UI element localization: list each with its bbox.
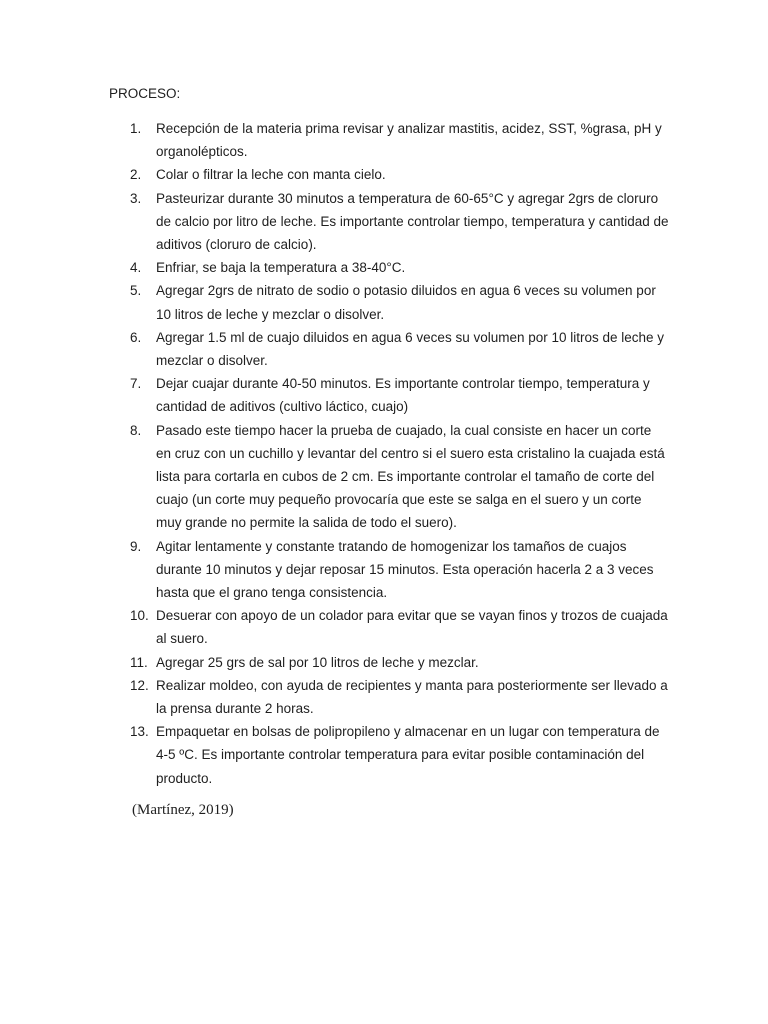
step-item-4	[109, 256, 669, 279]
step-item-12	[109, 674, 669, 720]
step-number: 7.	[130, 376, 142, 392]
step-text: Pasteurizar durante 30 minutos a temperatura de 60-65°C y agregar 2grs de cloruro de calcio por litro de leche. Es importante controlar tiempo, temperatura y cantidad de aditivos (cloruro de calcio).	[156, 190, 669, 253]
step-number: 5.	[130, 283, 142, 299]
step-text: Dejar cuajar durante 40-50 minutos. Es importante controlar tiempo, temperatura y cantidad de aditivos (cultivo láctico, cuajo)	[156, 376, 650, 415]
step-text: Agitar lentamente y constante tratando de homogenizar los tamaños de cuajos durante 10 minutos y dejar reposar 15 minutos. Esta operación hacerla 2 a 3 veces hasta que el grano tenga consistencia.	[156, 538, 654, 601]
step-number: 12.	[130, 677, 149, 693]
step-number: 11.	[130, 654, 148, 670]
step-number: 4.	[130, 260, 142, 276]
step-number: 8.	[130, 422, 142, 438]
section-heading: PROCESO:	[109, 86, 181, 101]
step-text: Empaquetar en bolsas de polipropileno y almacenar en un lugar con temperatura de 4-5 ºC. Es importante controlar temperatura para evitar posible contaminación del producto.	[156, 724, 660, 786]
step-item-2	[109, 163, 669, 186]
step-item-13	[109, 720, 669, 790]
step-text: Agregar 2grs de nitrato de sodio o potasio diluidos en agua 6 veces su volumen por 10 litros de leche y mezclar o disolver.	[156, 283, 656, 322]
step-text: Realizar moldeo, con ayuda de recipientes y manta para posteriormente ser llevado a la prensa durante 2 horas.	[156, 677, 668, 717]
citation: (Martínez, 2019)	[132, 802, 234, 818]
step-number: 9.	[130, 538, 142, 554]
step-item-6	[109, 326, 669, 372]
step-item-8	[109, 419, 669, 535]
step-text: Agregar 1.5 ml de cuajo diluidos en agua 6 veces su volumen por 10 litros de leche y mezclar o disolver.	[156, 329, 665, 369]
step-number: 6.	[130, 329, 142, 345]
step-text: Colar o filtrar la leche con manta cielo.	[156, 167, 386, 183]
step-number: 10.	[130, 608, 149, 624]
step-item-11	[109, 651, 669, 674]
step-number: 1.	[130, 121, 142, 136]
step-item-7	[109, 372, 669, 418]
step-text: Enfriar, se baja la temperatura a 38-40°C.	[156, 260, 406, 276]
step-item-1	[109, 117, 669, 163]
step-number: 13.	[130, 724, 149, 740]
step-text: Agregar 25 grs de sal por 10 litros de leche y mezclar.	[156, 654, 479, 670]
step-number: 2.	[130, 167, 142, 183]
process-steps-list	[109, 117, 669, 790]
step-item-10	[109, 604, 669, 650]
step-text: Recepción de la materia prima revisar y analizar mastitis, acidez, SST, %grasa, pH y organolépticos.	[156, 121, 662, 160]
step-item-9	[109, 535, 669, 605]
step-text: Pasado este tiempo hacer la prueba de cuajado, la cual consiste en hacer un corte en cruz con un cuchillo y levantar del centro si el suero esta cristalino la cuajada está lista para cortarla en cubos de 2 cm. Es importante controlar el tamaño de corte del cuajo (un corte muy pequeño provocaría que este se salga en el suero y un corte muy grande no permite la salida de todo el suero).	[156, 422, 665, 531]
step-item-3	[109, 187, 669, 257]
step-number: 3.	[130, 190, 142, 206]
step-text: Desuerar con apoyo de un colador para evitar que se vayan finos y trozos de cuajada al suero.	[156, 608, 668, 647]
step-item-5	[109, 279, 669, 325]
